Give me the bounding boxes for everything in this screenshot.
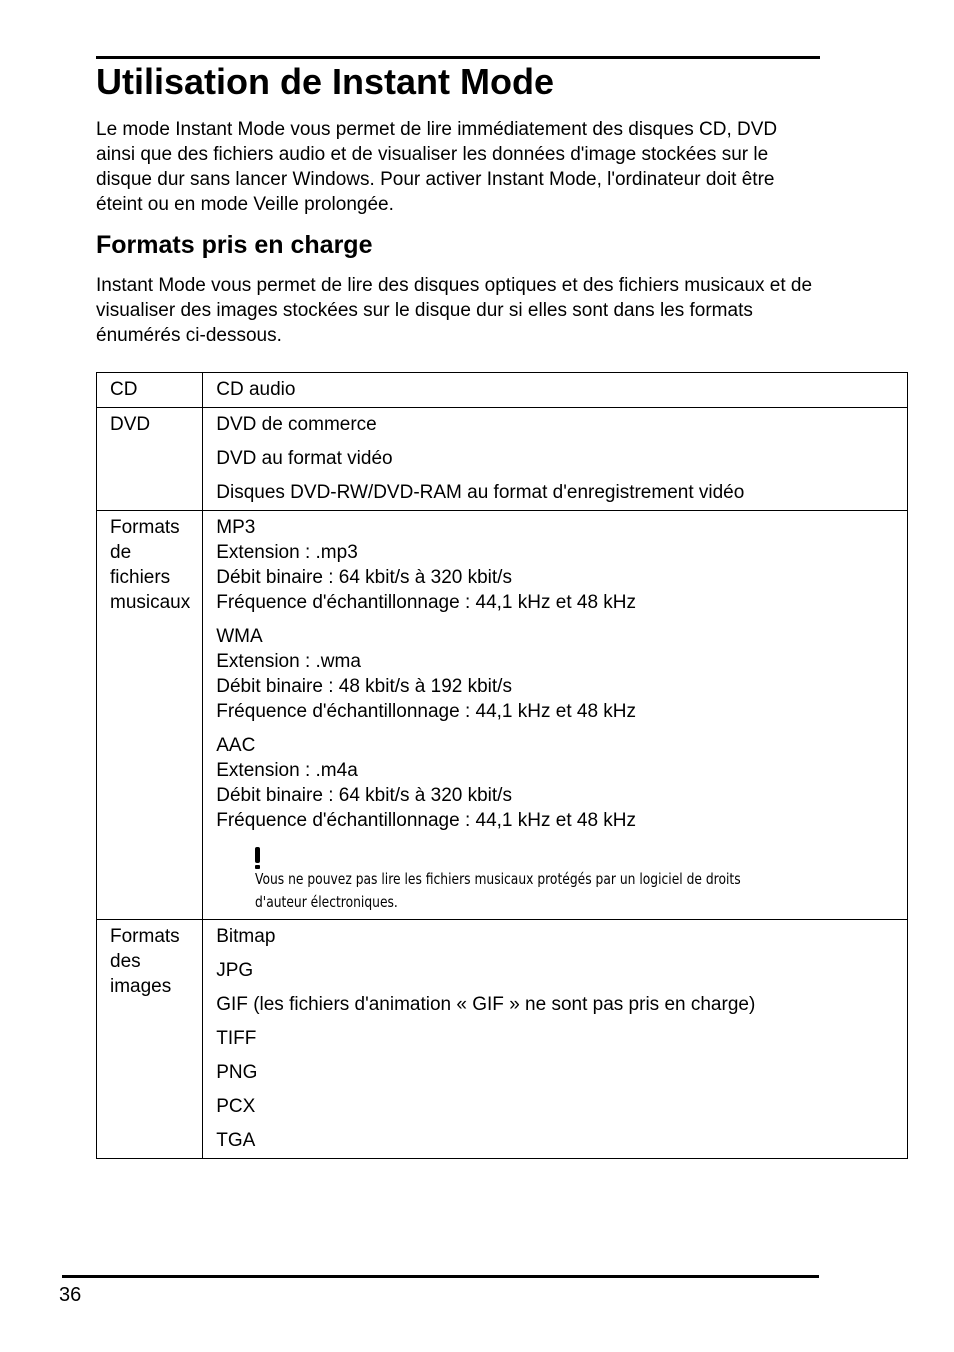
format-item: Disques DVD-RW/DVD-RAM au format d'enregistrement vidéo: [216, 482, 745, 503]
format-extension: Extension : .m4a: [216, 760, 358, 781]
format-name: WMA: [216, 626, 263, 647]
note-text: Vous ne pouvez pas lire les fichiers musicaux protégés par un logiciel de droits d'auteur électroniques.: [255, 870, 741, 911]
music-format-mp3: [216, 515, 895, 615]
formats-cell: [203, 511, 908, 920]
warning-exclamation-icon: [255, 847, 261, 869]
supported-formats-table: [96, 372, 908, 1159]
formats-cell: [203, 920, 908, 1159]
format-bitrate: Débit binaire : 64 kbit/s à 320 kbit/s: [216, 785, 512, 806]
copyright-note: [255, 847, 895, 914]
page-number: 36: [59, 1284, 82, 1306]
type-cell: Formats de fichiers musicaux: [97, 511, 203, 920]
section-intro-paragraph: Instant Mode vous permet de lire des disques optiques et des fichiers musicaux et de visualiser des images stockées sur le disque dur si elles sont dans les formats énumérés ci-dessous.: [96, 275, 813, 346]
format-name: MP3: [216, 517, 256, 538]
format-item: TIFF: [216, 1028, 257, 1049]
bottom-rule: [62, 1275, 819, 1278]
table-row-music: [97, 511, 908, 920]
music-format-wma: [216, 624, 895, 724]
format-item: DVD de commerce: [216, 414, 377, 435]
table-row-dvd: [97, 408, 908, 511]
format-bitrate: Débit binaire : 64 kbit/s à 320 kbit/s: [216, 567, 512, 588]
format-name: AAC: [216, 735, 256, 756]
format-extension: Extension : .mp3: [216, 542, 358, 563]
music-format-aac: [216, 733, 895, 833]
section-heading: Formats pris en charge: [96, 231, 373, 259]
formats-cell: [203, 373, 908, 408]
format-item: PCX: [216, 1096, 256, 1117]
format-item: GIF (les fichiers d'animation « GIF » ne sont pas pris en charge): [216, 994, 756, 1015]
format-extension: Extension : .wma: [216, 651, 361, 672]
table-row-images: [97, 920, 908, 1159]
top-rule: [96, 56, 820, 59]
formats-cell: [203, 408, 908, 511]
format-item: PNG: [216, 1062, 258, 1083]
format-item: TGA: [216, 1130, 256, 1151]
format-item: Bitmap: [216, 926, 276, 947]
table-row-cd: [97, 373, 908, 408]
type-cell: Formats des images: [97, 920, 203, 1159]
type-cell: DVD: [97, 408, 203, 511]
format-sampling: Fréquence d'échantillonnage : 44,1 kHz et 48 kHz: [216, 592, 637, 613]
intro-paragraph: Le mode Instant Mode vous permet de lire immédiatement des disques CD, DVD ainsi que des fichiers audio et de visualiser les données d'image stockées sur le disque dur sans lancer Windows. Pour activer Instant Mode, l'ordinateur doit être éteint ou en mode Veille prolongée.: [96, 119, 778, 215]
format-sampling: Fréquence d'échantillonnage : 44,1 kHz et 48 kHz: [216, 701, 637, 722]
format-item: DVD au format vidéo: [216, 448, 393, 469]
type-cell: CD: [97, 373, 203, 408]
format-bitrate: Débit binaire : 48 kbit/s à 192 kbit/s: [216, 676, 512, 697]
format-item: CD audio: [216, 379, 296, 400]
page-title: Utilisation de Instant Mode: [96, 61, 555, 102]
format-item: JPG: [216, 960, 254, 981]
format-sampling: Fréquence d'échantillonnage : 44,1 kHz et 48 kHz: [216, 810, 637, 831]
